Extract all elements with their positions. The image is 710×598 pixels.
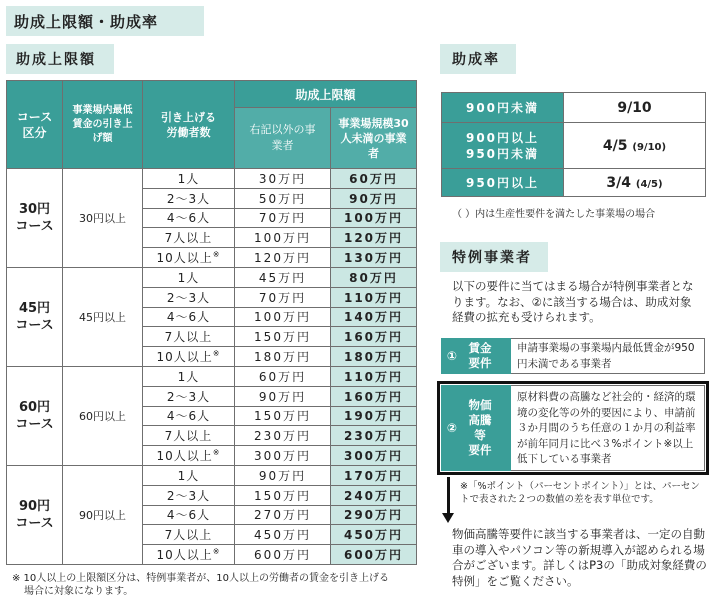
limit-other: 120万円 bbox=[235, 248, 331, 268]
limit-small: 230万円 bbox=[331, 426, 417, 446]
header-workers: 引き上げる労働者数 bbox=[143, 81, 235, 169]
table-row bbox=[7, 169, 417, 189]
requirement-price bbox=[441, 385, 705, 471]
limit-other: 600万円 bbox=[235, 545, 331, 565]
rate-cond: 900円未満 bbox=[442, 93, 564, 123]
rate-cond: 900円以上 950円未満 bbox=[442, 123, 564, 169]
limit-small: 600万円 bbox=[331, 545, 417, 565]
limit-small: 450万円 bbox=[331, 525, 417, 545]
course-min-wage: 45円以上 bbox=[63, 267, 143, 366]
header-small: 事業場規模30人未満の事業者 bbox=[331, 108, 417, 169]
limit-other: 50万円 bbox=[235, 188, 331, 208]
limit-small: 300万円 bbox=[331, 446, 417, 466]
limit-small: 290万円 bbox=[331, 505, 417, 525]
expense-special-text: 物価高騰等要件に該当する事業者は、一定の自動車の導入やパソコン等の新規導入が認められる場合がございます。詳しくはP3の「助成対象経費の特例」をご覧ください。 bbox=[452, 527, 707, 588]
course-min-wage: 30円以上 bbox=[63, 169, 143, 268]
workers-count: 4～6人 bbox=[143, 406, 235, 426]
limit-other: 60万円 bbox=[235, 366, 331, 386]
limit-other: 100万円 bbox=[235, 228, 331, 248]
table-row bbox=[7, 465, 417, 485]
limit-small: 240万円 bbox=[331, 485, 417, 505]
requirement-label bbox=[441, 338, 511, 374]
workers-count: 4～6人 bbox=[143, 307, 235, 327]
note-mark: ※ bbox=[212, 250, 221, 260]
requirement-number: ① bbox=[446, 349, 458, 363]
course-name: 45円 コース bbox=[7, 267, 63, 366]
workers-count: 4～6人 bbox=[143, 208, 235, 228]
down-arrow-icon bbox=[447, 477, 450, 515]
special-description: 以下の要件に当てはまる場合が特例事業者となります。なお、②に該当する場合は、助成対象経費の拡充も受けられます。 bbox=[452, 279, 694, 324]
limit-small: 110万円 bbox=[331, 366, 417, 386]
limit-other: 300万円 bbox=[235, 446, 331, 466]
workers-count: 10人以上※ bbox=[143, 347, 235, 367]
workers-count: 10人以上※ bbox=[143, 545, 235, 565]
limit-small: 180万円 bbox=[331, 347, 417, 367]
header-other: 右記以外の事業者 bbox=[235, 108, 331, 169]
note-mark: ※ bbox=[212, 349, 221, 359]
limit-other: 150万円 bbox=[235, 485, 331, 505]
workers-count: 2～3人 bbox=[143, 188, 235, 208]
header-course: コース区分 bbox=[7, 81, 63, 169]
limit-other: 270万円 bbox=[235, 505, 331, 525]
limit-small: 160万円 bbox=[331, 386, 417, 406]
limit-note bbox=[12, 572, 422, 598]
percent-point-note: ※「%ポイント（パーセントポイント）」とは、パーセントで表された２つの数値の差を表す単位です。 bbox=[460, 481, 700, 505]
workers-count: 10人以上※ bbox=[143, 248, 235, 268]
header-limit: 助成上限額 bbox=[235, 81, 417, 108]
rate-value: 4/5 (9/10) bbox=[564, 123, 706, 169]
workers-count: 2～3人 bbox=[143, 287, 235, 307]
requirement-text: 申請事業場の事業場内最低賃金が950円未満である事業者 bbox=[511, 338, 705, 374]
arrow-head-icon bbox=[442, 513, 454, 523]
limit-other: 100万円 bbox=[235, 307, 331, 327]
workers-count: 1人 bbox=[143, 267, 235, 287]
course-name: 30円 コース bbox=[7, 169, 63, 268]
limit-small: 130万円 bbox=[331, 248, 417, 268]
workers-count: 10人以上※ bbox=[143, 446, 235, 466]
limit-other: 30万円 bbox=[235, 169, 331, 189]
main-title: 助成上限額・助成率 bbox=[6, 6, 204, 36]
workers-count: 1人 bbox=[143, 169, 235, 189]
course-name: 60円 コース bbox=[7, 366, 63, 465]
course-min-wage: 90円以上 bbox=[63, 465, 143, 564]
note-mark: ※ bbox=[212, 448, 221, 458]
limit-small: 110万円 bbox=[331, 287, 417, 307]
workers-count: 7人以上 bbox=[143, 228, 235, 248]
limit-small: 90万円 bbox=[331, 188, 417, 208]
rate-value: 3/4 (4/5) bbox=[564, 169, 706, 197]
limit-other: 180万円 bbox=[235, 347, 331, 367]
workers-count: 2～3人 bbox=[143, 386, 235, 406]
limit-other: 90万円 bbox=[235, 386, 331, 406]
workers-count: 7人以上 bbox=[143, 426, 235, 446]
workers-count: 4～6人 bbox=[143, 505, 235, 525]
limit-section-title: 助成上限額 bbox=[6, 44, 114, 74]
limit-small: 60万円 bbox=[331, 169, 417, 189]
limit-other: 450万円 bbox=[235, 525, 331, 545]
table-row bbox=[7, 267, 417, 287]
note-mark: ※ bbox=[212, 547, 221, 557]
workers-count: 1人 bbox=[143, 465, 235, 485]
limit-small: 100万円 bbox=[331, 208, 417, 228]
limit-other: 90万円 bbox=[235, 465, 331, 485]
rate-section-title: 助成率 bbox=[440, 44, 516, 74]
requirement-label bbox=[441, 385, 511, 471]
limit-small: 80万円 bbox=[331, 267, 417, 287]
workers-count: 7人以上 bbox=[143, 525, 235, 545]
header-min-wage: 事業場内最低賃金の引き上げ額 bbox=[63, 81, 143, 169]
requirement-number: ② bbox=[446, 421, 458, 435]
limit-other: 70万円 bbox=[235, 208, 331, 228]
limit-small: 120万円 bbox=[331, 228, 417, 248]
requirement-text: 原材料費の高騰など社会的・経済的環境の変化等の外的要因により、申請前３か月間のうち任意の１か月の利益率が前年同月に比べ３%ポイント※以上低下している事業者 bbox=[511, 385, 705, 471]
limit-table bbox=[6, 80, 417, 565]
limit-small: 140万円 bbox=[331, 307, 417, 327]
rate-value: 9/10 bbox=[564, 93, 706, 123]
requirement-title: 物価 高騰等 要件 bbox=[468, 398, 492, 457]
limit-small: 170万円 bbox=[331, 465, 417, 485]
workers-count: 2～3人 bbox=[143, 485, 235, 505]
requirement-wage bbox=[441, 338, 705, 374]
rate-cond: 950円以上 bbox=[442, 169, 564, 197]
limit-other: 150万円 bbox=[235, 406, 331, 426]
course-name: 90円 コース bbox=[7, 465, 63, 564]
limit-note-line1: ※ 10人以上の上限額区分は、特例事業者が、10人以上の労働者の賃金を引き上げる bbox=[12, 573, 390, 584]
course-min-wage: 60円以上 bbox=[63, 366, 143, 465]
workers-count: 1人 bbox=[143, 366, 235, 386]
requirement-title: 賃金 要件 bbox=[468, 341, 492, 370]
workers-count: 7人以上 bbox=[143, 327, 235, 347]
rate-note: （ ）内は生産性要件を満たした事業場の場合 bbox=[452, 209, 656, 220]
limit-note-line2: 場合に対象になります。 bbox=[24, 586, 134, 597]
limit-other: 45万円 bbox=[235, 267, 331, 287]
limit-other: 150万円 bbox=[235, 327, 331, 347]
limit-other: 70万円 bbox=[235, 287, 331, 307]
table-row bbox=[7, 366, 417, 386]
limit-other: 230万円 bbox=[235, 426, 331, 446]
special-section-title: 特例事業者 bbox=[440, 242, 548, 272]
rate-table bbox=[441, 92, 706, 197]
limit-small: 160万円 bbox=[331, 327, 417, 347]
limit-small: 190万円 bbox=[331, 406, 417, 426]
